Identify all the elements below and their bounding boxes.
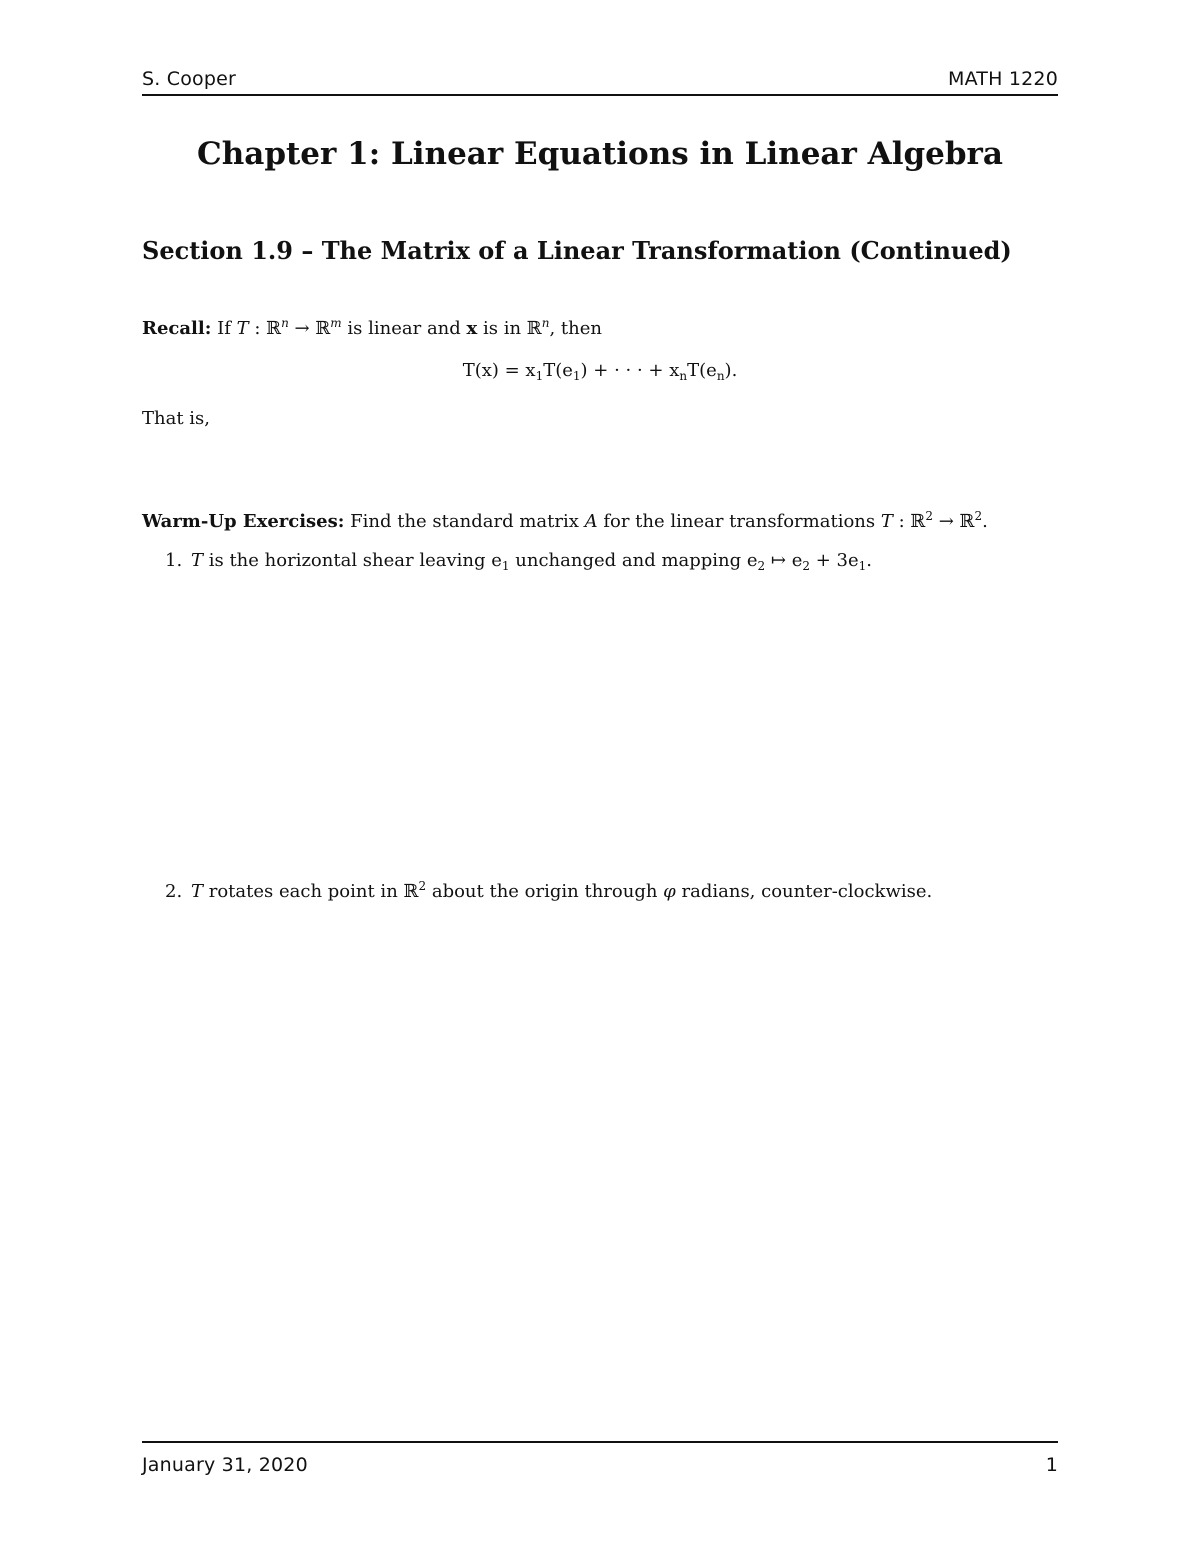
page-header bbox=[142, 68, 1058, 96]
header-author: S. Cooper bbox=[142, 68, 237, 90]
display-equation bbox=[142, 358, 1058, 389]
warmup-text: Find the standard matrix bbox=[344, 511, 585, 532]
chapter-title: Chapter 1: Linear Equations in Linear Algebra bbox=[197, 136, 1003, 172]
header-rule bbox=[142, 94, 1058, 96]
recall-text: is linear and bbox=[341, 318, 467, 339]
exercise-item bbox=[165, 548, 1045, 579]
page-number: 1 bbox=[1045, 1454, 1058, 1476]
math-exp: 2 bbox=[925, 509, 933, 523]
that-is-text: That is, bbox=[142, 408, 211, 429]
math-sub: 1 bbox=[501, 559, 510, 573]
exercise-item bbox=[165, 873, 1045, 905]
eq-part: ). bbox=[724, 360, 738, 381]
eq-part: T(e bbox=[543, 360, 573, 381]
footer-rule bbox=[142, 1441, 1058, 1443]
recall-paragraph bbox=[142, 310, 1058, 342]
warmup-text: for the linear transformations bbox=[597, 511, 881, 532]
eq-sub: 1 bbox=[535, 369, 544, 383]
exercise-text: ↦ e bbox=[765, 550, 803, 571]
math-var: A bbox=[584, 511, 598, 532]
recall-text: → ℝ bbox=[288, 318, 331, 339]
math-var: T bbox=[191, 550, 204, 571]
math-exp: m bbox=[330, 316, 342, 330]
warmup-text: → ℝ bbox=[932, 511, 975, 532]
math-sub: 2 bbox=[802, 559, 810, 573]
recall-text: , then bbox=[549, 318, 602, 339]
math-sub: 2 bbox=[757, 559, 766, 573]
math-var: T bbox=[191, 881, 204, 902]
math-exp: n bbox=[281, 316, 289, 330]
warmup-text: . bbox=[982, 511, 988, 532]
eq-sub: n bbox=[716, 369, 725, 383]
exercise-text: unchanged and mapping e bbox=[509, 550, 758, 571]
exercise-text: is the horizontal shear leaving e bbox=[203, 550, 502, 571]
footer-date: January 31, 2020 bbox=[142, 1454, 308, 1476]
warmup-label: Warm-Up Exercises: bbox=[142, 511, 345, 532]
exercise-text: radians, counter-clockwise. bbox=[675, 881, 933, 902]
exercise-text: . bbox=[866, 550, 873, 571]
exercise-number: 2. bbox=[165, 881, 183, 902]
section-title: Section 1.9 – The Matrix of a Linear Transformation (Continued) bbox=[142, 236, 1012, 265]
math-var: T bbox=[236, 318, 249, 339]
warmup-text: : ℝ bbox=[892, 511, 926, 532]
exercise-text: rotates each point in ℝ bbox=[203, 881, 419, 902]
exercise-number: 1. bbox=[165, 550, 183, 571]
eq-sub: 1 bbox=[572, 369, 581, 383]
math-exp: 2 bbox=[418, 879, 427, 893]
recall-text: If bbox=[217, 318, 237, 339]
warmup-paragraph bbox=[142, 503, 1058, 535]
eq-part: ) + · · · + x bbox=[580, 360, 680, 381]
header-course: MATH 1220 bbox=[947, 68, 1058, 90]
math-sub: 1 bbox=[858, 559, 867, 573]
recall-text: is in ℝ bbox=[477, 318, 542, 339]
eq-part: T(e bbox=[687, 360, 717, 381]
math-var: T bbox=[880, 511, 893, 532]
eq-sub: n bbox=[679, 369, 688, 383]
math-var: φ bbox=[663, 881, 676, 902]
exercise-text: + 3e bbox=[810, 550, 859, 571]
math-exp: 2 bbox=[974, 509, 983, 523]
recall-text: : ℝ bbox=[248, 318, 282, 339]
page-footer bbox=[142, 1454, 1058, 1482]
eq-part: T(x) = x bbox=[462, 360, 536, 381]
math-exp: n bbox=[541, 316, 550, 330]
exercise-text: about the origin through bbox=[426, 881, 664, 902]
math-vector: x bbox=[466, 318, 478, 339]
recall-label: Recall: bbox=[142, 318, 212, 339]
